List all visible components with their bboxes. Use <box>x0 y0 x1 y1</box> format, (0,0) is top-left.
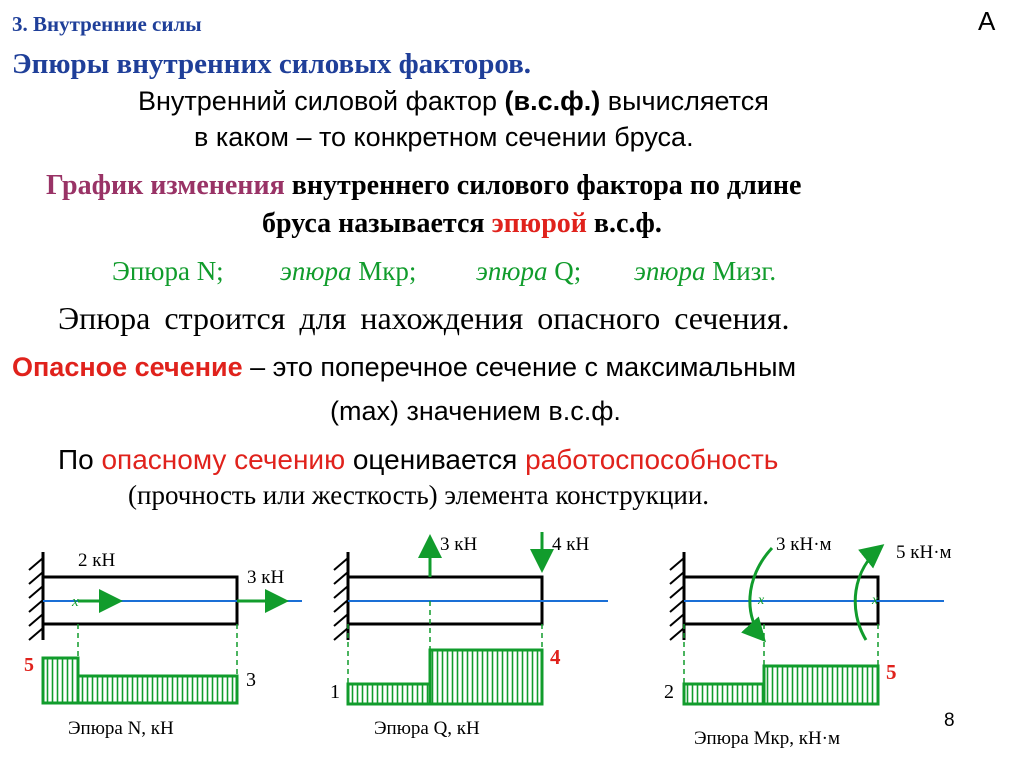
definition-text-b: вычисляется <box>600 86 769 116</box>
wall-support <box>670 552 684 640</box>
axis-label-right: x <box>872 593 879 608</box>
epure-word: Эпюра <box>112 256 190 286</box>
definition-abbrev: (в.с.ф.) <box>504 86 601 116</box>
epure-value-right: 5 <box>886 660 897 684</box>
wall-support <box>334 552 348 640</box>
epure-symbol: N; <box>196 256 224 286</box>
epure-region-right <box>430 650 542 704</box>
assess-danger: опасному сечению <box>101 444 346 475</box>
assess-text-b: оценивается <box>345 444 526 475</box>
graph-text-a: внутреннего силового фактора по длине <box>284 170 802 201</box>
epure-caption: Эпюра Мкр, кН·м <box>694 728 841 749</box>
force-label-right: 4 кН <box>552 534 590 555</box>
dangerous-text: – это поперечное сечение с максимальным <box>242 352 797 382</box>
diagram-q <box>330 532 608 739</box>
epure-value-right: 3 <box>246 669 256 691</box>
assess-work: работоспособность <box>525 444 779 475</box>
graph-text-b: бруса называется <box>262 208 492 239</box>
epure-region-left <box>684 684 764 704</box>
definition-text-a: Внутренний силовой фактор <box>138 86 505 116</box>
graph-term: График изменения <box>46 170 285 201</box>
wall-support <box>29 552 43 640</box>
moment-label-left: 3 кН·м <box>776 534 832 555</box>
build-statement: Эпюра строится для нахождения опасного сечения. <box>58 300 790 336</box>
epure-region-left <box>348 684 430 704</box>
graph-text-c: в.с.ф. <box>586 208 662 239</box>
dangerous-line-2: (max) значением в.с.ф. <box>330 396 621 426</box>
epure-symbol: Мкр; <box>358 256 417 286</box>
epure-word: эпюра <box>634 256 706 286</box>
force-label-left: 3 кН <box>440 534 478 555</box>
epure-region-left <box>43 658 78 703</box>
page-number: 8 <box>944 710 955 731</box>
dangerous-term: Опасное сечение <box>12 352 243 382</box>
axis-label-left: x <box>758 593 765 608</box>
epure-symbol: Q; <box>554 256 582 286</box>
diagram-n <box>24 550 302 739</box>
corner-letter: А <box>978 6 996 36</box>
epure-word: эпюра <box>280 256 352 286</box>
force-label-right: 3 кН <box>247 567 285 588</box>
moment-label-right: 5 кН·м <box>896 542 952 563</box>
force-label-left: 2 кН <box>78 550 116 571</box>
epure-value-right: 4 <box>550 645 561 669</box>
epure-word: эпюра <box>476 256 548 286</box>
epure-caption: Эпюра N, кН <box>68 718 174 739</box>
epure-region-right <box>78 676 237 703</box>
epure-term: эпюрой <box>491 208 587 239</box>
epure-value-left: 1 <box>330 681 340 703</box>
slide-title: Эпюры внутренних силовых факторов. <box>12 48 532 80</box>
epure-value-left: 2 <box>664 681 674 703</box>
epure-region-right <box>764 666 878 704</box>
definition-line-2: в каком – то конкретном сечении бруса. <box>194 122 694 152</box>
assess-line-2: (прочность или жесткость) элемента конструкции. <box>128 480 710 510</box>
section-title: 3. Внутренние силы <box>12 12 202 36</box>
epure-symbol: Мизг. <box>712 256 777 286</box>
axis-label: x <box>72 594 79 610</box>
epure-caption: Эпюра Q, кН <box>374 718 480 739</box>
diagram-mkr <box>664 534 952 749</box>
epure-value-left: 5 <box>24 654 34 676</box>
assess-text-a: По <box>58 444 102 475</box>
